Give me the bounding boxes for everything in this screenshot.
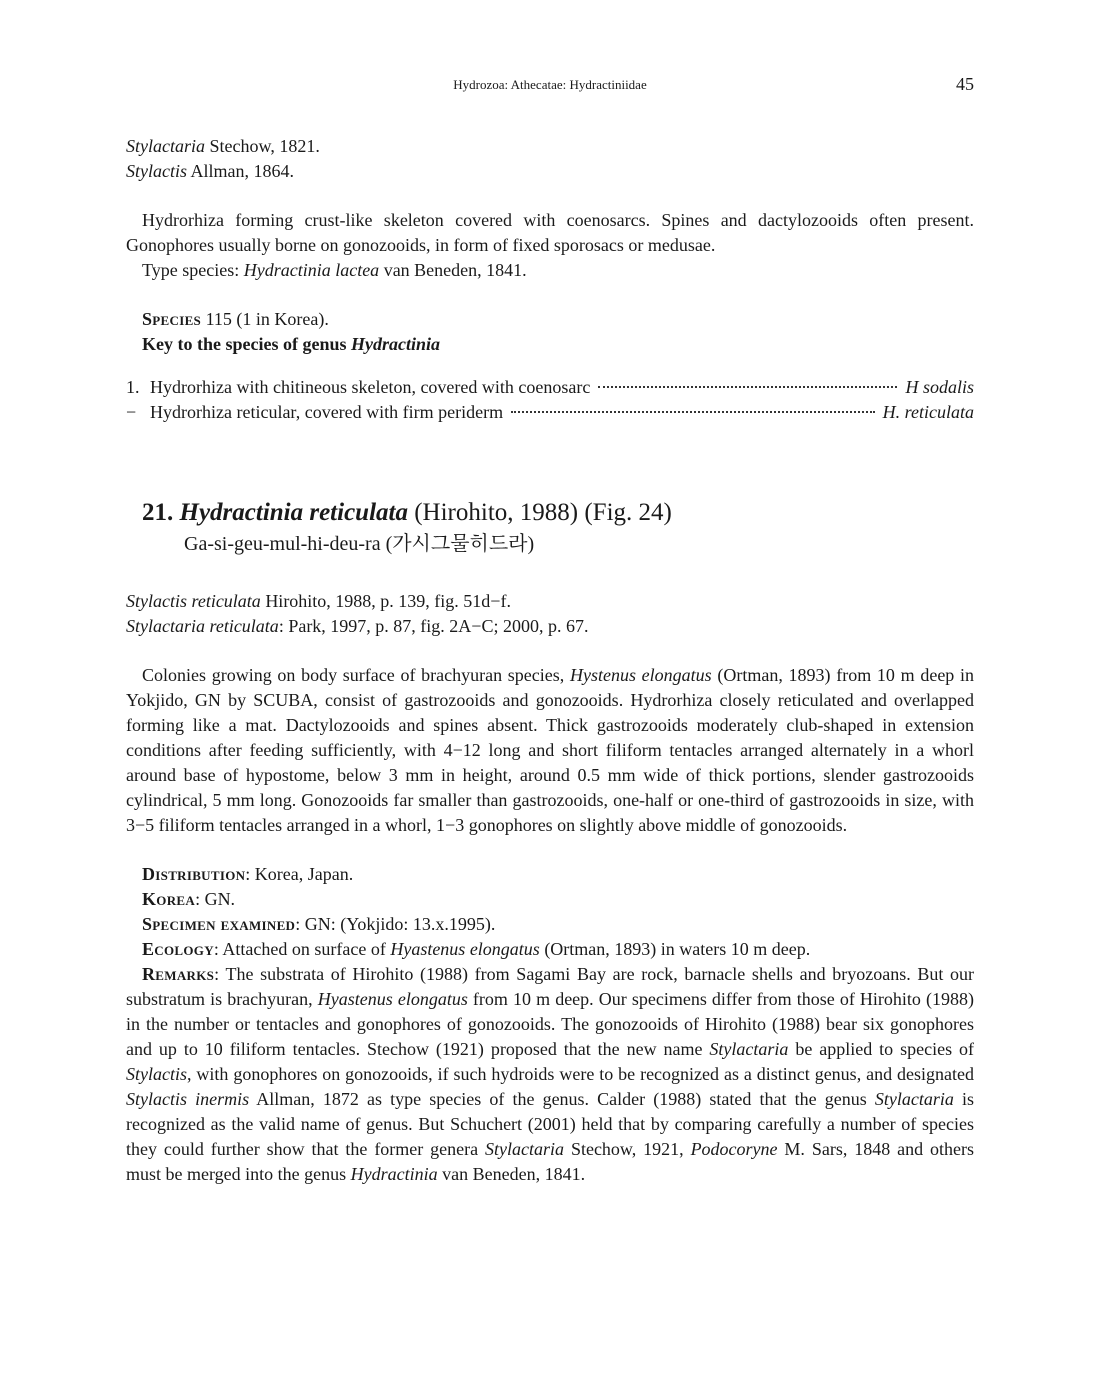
synonym-authority: Allman, 1864. — [187, 161, 294, 181]
key-row — [126, 375, 974, 400]
identification-key — [126, 375, 974, 425]
taxon-name: Stylactaria — [874, 1089, 954, 1109]
korea-text: : GN. — [195, 889, 236, 909]
key-title — [126, 332, 974, 357]
key-couplet-number: − — [126, 402, 137, 422]
remarks-text: Allman, 1872 as type species of the genus. Calder (1988) stated that the genus — [249, 1089, 875, 1109]
running-header — [126, 72, 974, 100]
host-species-name: Hyastenus elongatus — [390, 939, 540, 959]
remarks-label: Remarks — [142, 964, 215, 984]
synonym-name: Stylactaria — [126, 136, 205, 156]
species-heading — [126, 497, 974, 529]
korea-distribution — [126, 887, 974, 912]
genus-synonym — [126, 134, 974, 159]
ecology-label: Ecology — [142, 939, 214, 959]
description-text: (Ortman, 1893) from 10 m deep in Yokjido, GN by SCUBA, consist of gastrozooids and gonozooids. Hydrorhiza closely reticulated and overlapped forming like a mat. Dactylozooids and spines absent. Thick gastrozooids moderately club-shaped in extension conditions after feeding sufficiently, with 4−12 long and short filiform tentacles arranged alternately in a whorl around base of hypostome, below 3 mm in height, around 0.5 mm wide of thick portions, slender gastrozooids cylindrical, 5 mm long. Gonozooids far smaller than gastrozooids, one-half or one-third of gastrozooids in size, with 3−5 filiform tentacles arranged in a whorl, 1−3 gonophores on slightly above middle of gonozooids. — [126, 665, 975, 835]
synonym-authority: Stechow, 1821. — [205, 136, 320, 156]
distribution — [126, 862, 974, 887]
key-couplet-number: 1. — [126, 377, 140, 397]
species-authority: (Hirohito, 1988) (Fig. 24) — [407, 499, 672, 526]
ecology-text: (Ortman, 1893) in waters 10 m deep. — [539, 939, 811, 959]
synonym-name: Stylactis reticulata — [126, 591, 261, 611]
key-leader-dots — [598, 386, 897, 388]
taxon-name: Stylactaria — [485, 1139, 565, 1159]
species-number: 21. — [142, 499, 174, 526]
species-common-name: Ga-si-geu-mul-hi-deu-ra (가시그물히드라) — [184, 533, 535, 555]
species-notes — [126, 862, 974, 1187]
specimen-examined — [126, 912, 974, 937]
taxon-name: Hyastenus elongatus — [317, 989, 468, 1009]
species-count-text: 115 (1 in Korea). — [201, 309, 329, 329]
distribution-label: Distribution — [142, 864, 246, 884]
remarks-text: is recognized as the valid name of genus. But Schuchert (2001) held that by comparing carefully a number of species they could further show that the former genera — [126, 1089, 974, 1159]
synonym-citation: Hirohito, 1988, p. 139, fig. 51d−f. — [260, 591, 511, 611]
running-title: Hydrozoa: Athecatae: Hydractiniidae — [453, 77, 647, 92]
remarks — [126, 962, 974, 1187]
taxon-name: Hydractinia — [350, 1164, 438, 1184]
species-synonym-list — [126, 589, 974, 639]
key-title-prefix: Key to the species of genus — [142, 334, 351, 354]
specimen-text: : GN: (Yokjido: 13.x.1995). — [295, 914, 496, 934]
species-count — [126, 307, 974, 332]
remarks-text: van Beneden, 1841. — [437, 1164, 586, 1184]
key-row — [126, 400, 974, 425]
taxon-name: Stylactaria — [709, 1039, 789, 1059]
species-description — [126, 663, 974, 838]
type-species — [126, 258, 974, 283]
remarks-text: M. Sars, 1848 and others must be merged into the genus — [126, 1139, 974, 1184]
remarks-text: Stechow, 1921, — [564, 1139, 691, 1159]
remarks-text: be applied to species of — [788, 1039, 975, 1059]
description-text: Colonies growing on body surface of brachyuran species, — [142, 665, 570, 685]
taxon-name: Stylactis inermis — [126, 1089, 250, 1109]
distribution-text: : Korea, Japan. — [245, 864, 354, 884]
key-title-genus: Hydractinia — [350, 334, 440, 354]
species-name: Hydractinia reticulata — [179, 499, 408, 526]
key-couplet-target: H sodalis — [905, 377, 974, 397]
species-synonym — [126, 589, 974, 614]
genus-synonym — [126, 159, 974, 184]
key-couplet-target: H. reticulata — [882, 402, 974, 422]
page-number: 45 — [956, 74, 974, 94]
taxon-name: Podocoryne — [690, 1139, 778, 1159]
host-species-name: Hystenus elongatus — [569, 665, 712, 685]
species-synonym — [126, 614, 974, 639]
page — [126, 72, 974, 1187]
key-couplet-text: Hydrorhiza with chitineous skeleton, covered with coenosarc — [150, 377, 591, 397]
remarks-text: from 10 m deep. Our specimens differ from those of Hirohito (1988) in the number or tentacles and gonophores of gonozooids. The gonozooids of Hirohito (1988) bear six gonophores and up to 10 filiform tentacles. Stechow (1921) proposed that the new name — [126, 989, 974, 1059]
synonym-name: Stylactis — [126, 161, 187, 181]
key-leader-dots — [511, 411, 875, 413]
synonym-name: Stylactaria reticulata — [126, 616, 279, 636]
synonym-citation: : Park, 1997, p. 87, fig. 2A−C; 2000, p. 67. — [278, 616, 589, 636]
genus-synonym-list — [126, 134, 974, 184]
ecology — [126, 937, 974, 962]
type-species-label: Type species: — [142, 260, 244, 280]
key-couplet-text: Hydrorhiza reticular, covered with firm periderm — [150, 402, 504, 422]
korea-label: Korea — [142, 889, 196, 909]
taxon-name: Stylactis — [126, 1064, 187, 1084]
remarks-text: , with gonophores on gonozooids, if such hydroids were to be recognized as a distinct genus, and designated — [187, 1064, 974, 1084]
ecology-text: : Attached on surface of — [213, 939, 391, 959]
species-count-label: Species — [142, 309, 202, 329]
type-species-name: Hydractinia lactea — [243, 260, 380, 280]
specimen-label: Specimen examined — [142, 914, 296, 934]
genus-description: Hydrorhiza forming crust-like skeleton covered with coenosarcs. Spines and dactylozooids often present. Gonophores usually borne on gonozooids, in form of fixed sporosacs or medusae. — [126, 210, 974, 255]
remarks-text: : The substrata of Hirohito (1988) from Sagami Bay are rock, barnacle shells and bryozoans. But our substratum is brachyuran, — [126, 964, 974, 1009]
type-species-authority: van Beneden, 1841. — [379, 260, 527, 280]
